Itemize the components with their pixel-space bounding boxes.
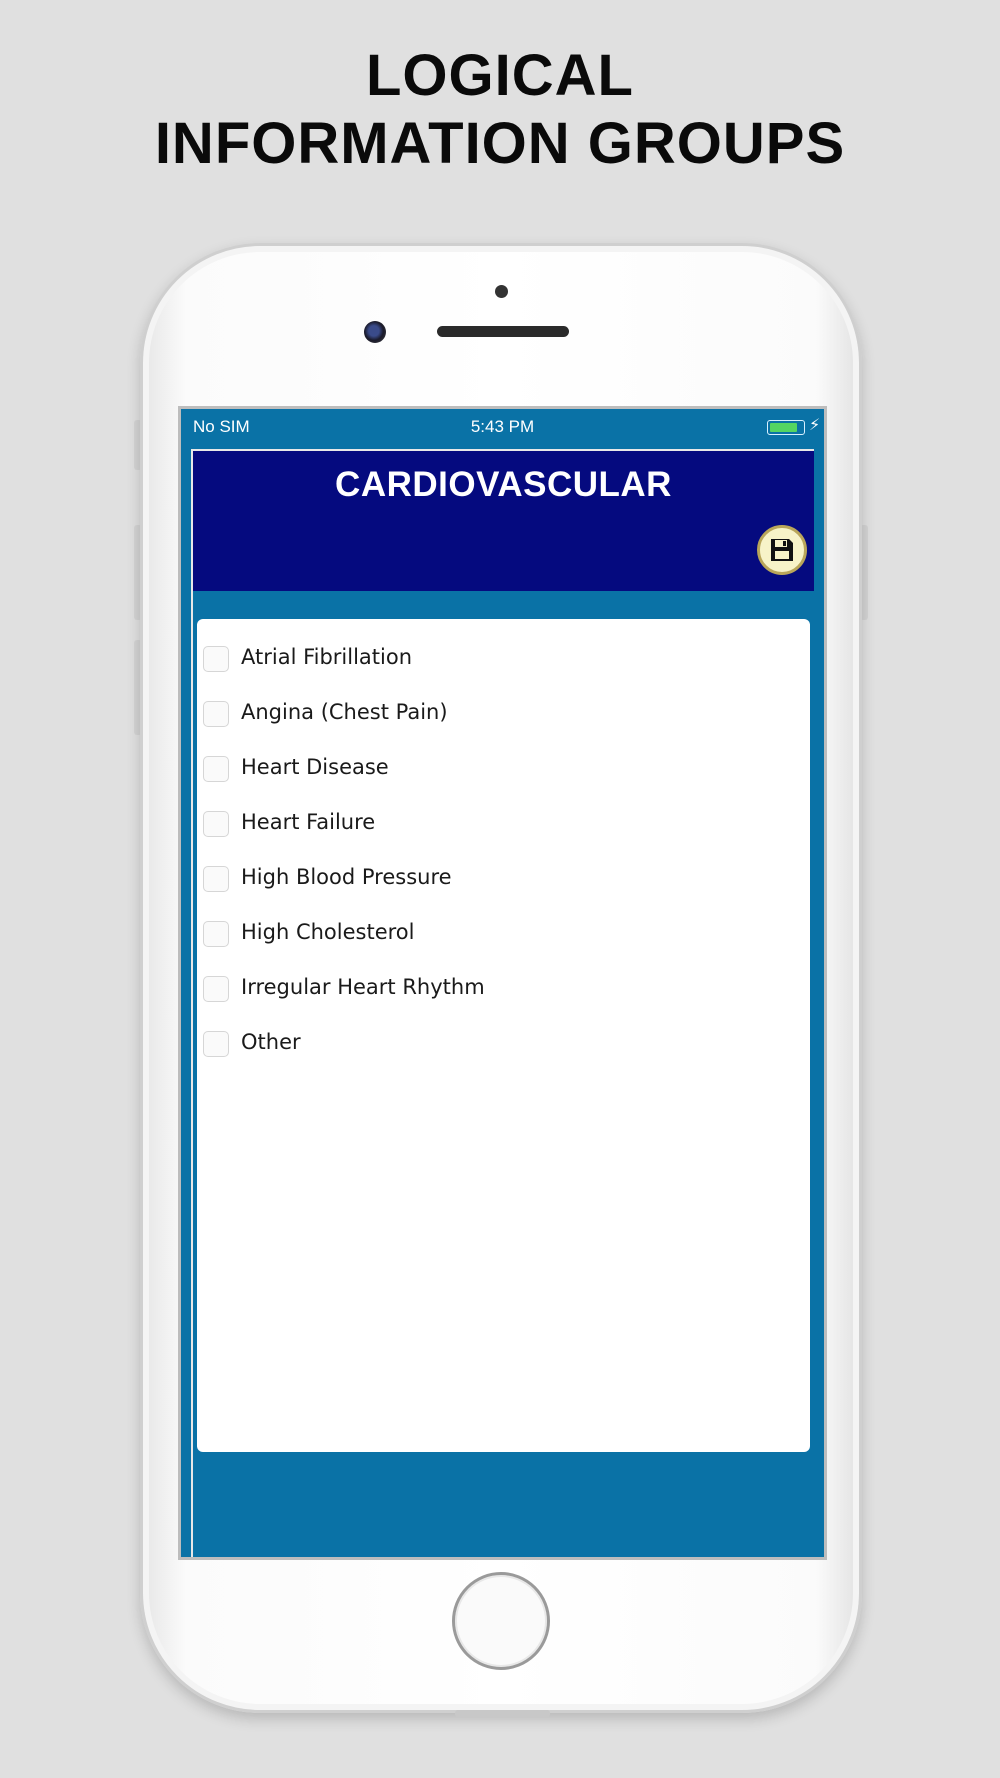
lightning-port [455,1710,550,1717]
condition-checkbox[interactable] [203,701,229,727]
app-frame [191,449,814,1557]
promo-headline [0,42,1000,178]
headline-line-2: INFORMATION GROUPS [154,111,846,176]
lightning-icon: ⚡︎ [809,417,821,434]
condition-checkbox[interactable] [203,976,229,1002]
home-button[interactable] [452,1572,550,1670]
earpiece-speaker [437,326,569,337]
condition-item[interactable] [197,686,810,741]
condition-label: Heart Failure [241,810,376,834]
status-bar [181,409,824,445]
condition-label: Other [241,1030,301,1054]
app-header [193,451,814,591]
conditions-list [197,619,810,1452]
condition-checkbox[interactable] [203,866,229,892]
condition-checkbox[interactable] [203,811,229,837]
condition-checkbox[interactable] [203,646,229,672]
front-camera-icon [364,321,386,343]
status-time: 5:43 PM [470,417,535,436]
condition-label: Heart Disease [241,755,389,779]
condition-checkbox[interactable] [203,1031,229,1057]
battery-icon [767,420,805,435]
floppy-disk-icon [768,536,796,564]
condition-label: High Blood Pressure [241,865,452,889]
condition-item[interactable] [197,906,810,961]
proximity-sensor [495,285,508,298]
condition-label: Irregular Heart Rhythm [241,975,485,999]
phone-screen [178,406,827,1560]
headline-line-1: LOGICAL [366,43,634,108]
condition-checkbox[interactable] [203,921,229,947]
condition-item[interactable] [197,1016,810,1071]
condition-item[interactable] [197,796,810,851]
condition-item[interactable] [197,741,810,796]
condition-label: Atrial Fibrillation [241,645,413,669]
carrier-label: No SIM [193,417,250,436]
save-button[interactable] [757,525,807,575]
condition-label: High Cholesterol [241,920,415,944]
battery-level [770,423,797,432]
page-title: CARDIOVASCULAR [335,465,672,504]
condition-label: Angina (Chest Pain) [241,700,448,724]
condition-item[interactable] [197,631,810,686]
condition-item[interactable] [197,851,810,906]
condition-checkbox[interactable] [203,756,229,782]
condition-item[interactable] [197,961,810,1016]
